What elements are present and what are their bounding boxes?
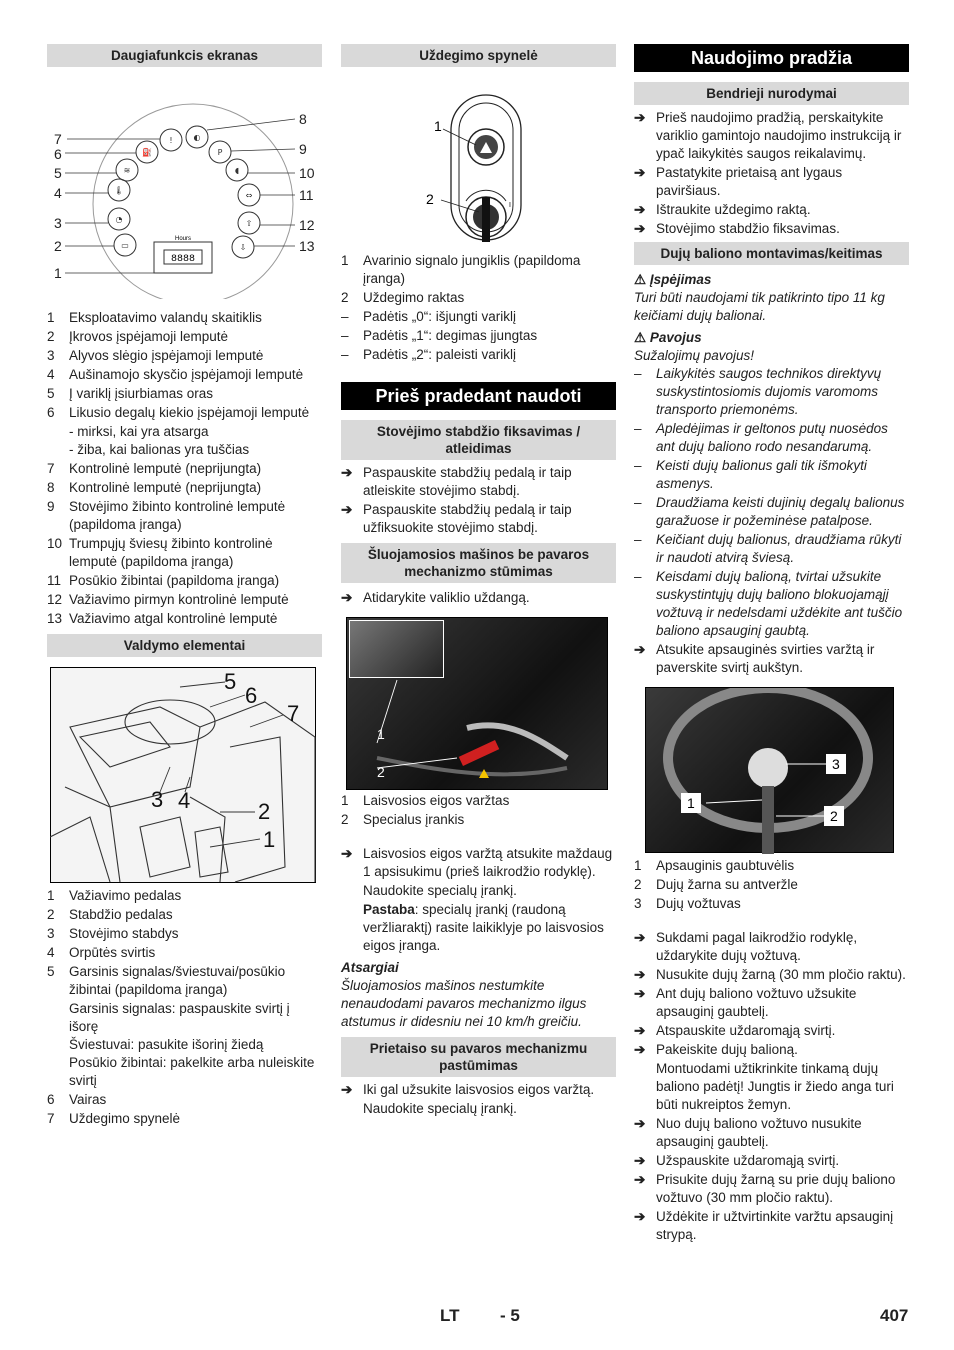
list-item: ➔ Nuo dujų baliono vožtuvo nusukite apsauginį gaubtelį. (634, 1116, 862, 1149)
ignition-diagram (341, 67, 616, 242)
arrow-icon: ➔ (634, 221, 646, 236)
list-item: ➔ Ištraukite uždegimo raktą. (634, 202, 811, 217)
list-item: – Padėtis „2“: paleisti variklį (341, 347, 517, 362)
callout-7: 7 (54, 131, 62, 147)
section-heading-general-notes: Bendrieji nurodymai (634, 82, 909, 105)
instruction-text: Montuodami užtikrinkite tinkamą dujų baliono padėtį! Jungtis ir žiedo anga turi būti nukreiptos žemyn. (656, 1061, 894, 1112)
lever-steps (634, 641, 909, 677)
list-item: 1 Eksploatavimo valandų skaitiklis (47, 310, 262, 325)
danger-text: Sužalojimų pavojus! (634, 348, 755, 363)
list-item: ➔ Prieš naudojimo pradžią, perskaitykite variklio gamintojo naudojimo instrukciją ir ypač laikykitės saugos reikalavimų. (634, 110, 902, 161)
caution-text: Šluojamosios mašinos nestumkite nenaudodami pavaros mechanizmo ilgus atstumus ir didesniu nei 10 km/h greičiu. (341, 978, 587, 1029)
list-item: 8 Kontrolinė lemputė (neprijungta) (47, 480, 262, 495)
list-item: 3 Dujų vožtuvas (634, 896, 741, 911)
arrow-icon: ➔ (341, 846, 353, 861)
controls-diagram (50, 667, 320, 885)
section-heading-multifunction-display: Daugiafunkcis ekranas (47, 44, 322, 67)
protective-cap-icon (748, 748, 788, 788)
general-notes-steps (634, 109, 909, 238)
svg-text:P: P (217, 148, 223, 157)
list-item: ➔ Sukdami pagal laikrodžio rodyklę, uždarykite dujų vožtuvą. (634, 930, 858, 963)
list-item: – Keičiant dujų balionus, draudžiama rūkyti ir naudoti atvirą šviesą. (634, 532, 902, 565)
freewheel-steps (341, 845, 616, 881)
svg-text:⛽: ⛽ (142, 148, 152, 157)
arrow-icon: ➔ (634, 202, 646, 217)
list-item: ➔ Laisvosios eigos varžtą atsukite maždaug 1 apsisukimu (prieš laikrodžio rodyklę). (341, 846, 613, 879)
cylinder-change-steps-2 (634, 1115, 909, 1244)
callout-2: 2 (258, 799, 271, 824)
svg-text:◐: ◐ (193, 133, 201, 142)
warning-triangle-icon: ⚠ (634, 272, 650, 287)
callout-7: 7 (287, 701, 300, 726)
push-steps (341, 589, 616, 607)
arrow-icon: ➔ (634, 642, 646, 657)
svg-text:◔: ◔ (115, 215, 123, 224)
arrow-icon: ➔ (634, 1116, 646, 1131)
ignition-lock-figure (341, 67, 616, 242)
callout-5: 5 (54, 165, 62, 181)
list-item: ➔ Atidarykite valiklio uždangą. (341, 590, 530, 605)
list-item: 10 Trumpųjų šviesų žibinto kontrolinė lemputė (papildoma įranga) (47, 536, 273, 569)
display-legend-list (47, 309, 322, 422)
list-item: ➔ Nusukite dujų žarną (30 mm pločio raktu). (634, 967, 906, 982)
callout-11: 11 (299, 187, 314, 203)
list-item: 1 Laisvosios eigos varžtas (341, 793, 510, 808)
svg-text:▭: ▭ (121, 241, 129, 250)
gas-hose-icon (762, 786, 774, 854)
list-item: ➔ Pastatykite prietaisą ant lygaus paviršiaus. (634, 165, 843, 198)
section-heading-ignition-lock: Uždegimo spynelė (341, 44, 616, 67)
list-subitem: - žiba, kai balionas yra tuščias (69, 442, 250, 457)
arrow-icon: ➔ (634, 1172, 646, 1187)
list-item: 5 Garsinis signalas/šviestuvai/posūkio žibintai (papildoma įranga) (47, 964, 286, 997)
arrow-icon: ➔ (634, 986, 646, 1001)
callout-1: 1 (377, 726, 385, 742)
section-heading-before-use: Prieš pradedant naudoti (341, 382, 616, 410)
list-item: 7 Uždegimo spynelė (47, 1111, 181, 1126)
list-item: 11 Posūkio žibintai (papildoma įranga) (47, 573, 280, 588)
special-tool-icon (459, 740, 499, 766)
callout-3: 3 (832, 756, 840, 772)
list-item: 1 Važiavimo pedalas (47, 888, 182, 903)
arrow-icon: ➔ (634, 930, 646, 945)
list-item: 4 Aušinamojo skysčio įspėjamoji lemputė (47, 367, 304, 382)
list-item: ➔ Uždėkite ir užtvirtinkite varžtu apsauginį strypą. (634, 1209, 894, 1242)
svg-text:🌡: 🌡 (113, 186, 125, 195)
callout-1: 1 (687, 795, 695, 811)
list-item: 1 Avarinio signalo jungiklis (papildoma įranga) (341, 253, 581, 286)
arrow-icon: ➔ (634, 1153, 646, 1168)
callout-6: 6 (54, 146, 62, 162)
callout-3: 3 (54, 215, 62, 231)
caution-title: Atsargiai (341, 960, 399, 975)
danger-list (634, 365, 909, 640)
list-item: ➔ Pakeiskite dujų balioną. (634, 1042, 798, 1057)
column-3 (634, 44, 909, 1245)
section-heading-gas-cylinder: Dujų baliono montavimas/keitimas (634, 242, 909, 265)
freewheel-photo (346, 617, 608, 790)
list-item: – Laikykitės saugos technikos direktyvų suskystintosiomis dujomis varomoms transporto priemonėms. (634, 366, 882, 417)
callout-2: 2 (377, 764, 385, 780)
list-item: ➔ Paspauskite stabdžių pedalą ir taip atleiskite stovėjimo stabdį. (341, 465, 572, 498)
callout-8: 8 (299, 111, 307, 127)
callout-2: 2 (830, 808, 838, 824)
arrow-icon: ➔ (634, 165, 646, 180)
list-item: ➔ Atsukite apsauginės svirties varžtą ir paverskite svirtį aukštyn. (634, 642, 875, 675)
arrow-icon: ➔ (341, 502, 353, 517)
list-item: 2 Įkrovos įspėjamoji lemputė (47, 329, 229, 344)
list-item: 5 Į variklį įsiurbiamas oras (47, 386, 214, 401)
warning-text: Turi būti naudojami tik patikrinto tipo 11 kg keičiami dujų balionai. (634, 290, 885, 323)
warning-triangle-icon: ⚠ (634, 330, 650, 345)
gas-cylinder-photo (645, 687, 894, 853)
hours-label: Hours (174, 236, 192, 242)
callout-12: 12 (299, 217, 315, 233)
multifunction-display-figure (47, 67, 322, 299)
footer-page-number: 407 (880, 1306, 909, 1325)
list-item: 3 Stovėjimo stabdys (47, 926, 179, 941)
column-1 (47, 44, 322, 1129)
gas-cylinder-legend-list (634, 857, 909, 913)
gas-cylinder-overlay (646, 688, 895, 854)
list-item: 6 Vairas (47, 1092, 107, 1107)
svg-text:≋: ≋ (123, 166, 131, 175)
callout-9: 9 (299, 141, 307, 157)
callout-3: 3 (151, 787, 164, 812)
column-2 (341, 44, 616, 1119)
list-item: ➔ Atspauskite uždaromąją svirtį. (634, 1023, 836, 1038)
list-item: 1 Apsauginis gaubtuvėlis (634, 858, 795, 873)
list-item: – Padėtis „0“: išjungti variklį (341, 309, 517, 324)
arrow-icon: ➔ (634, 1209, 646, 1224)
arrow-icon: ➔ (341, 1082, 353, 1097)
list-item: ➔ Užspauskite uždaromąją svirtį. (634, 1153, 840, 1168)
list-item: ➔ Iki gal užsukite laisvosios eigos varžtą. (341, 1082, 595, 1097)
list-subitem: Garsinis signalas: paspauskite svirtį į išorę (69, 1001, 290, 1034)
warning-title: ⚠ Įspėjimas (634, 272, 712, 287)
controls-legend-list (47, 887, 322, 999)
ignition-legend-list (341, 252, 616, 364)
list-item: 2 Uždegimo raktas (341, 290, 465, 305)
callout-10: 10 (299, 165, 315, 181)
instruction-text: Naudokite specialų įrankį. (363, 1101, 517, 1116)
danger-title: ⚠ Pavojus (634, 330, 702, 345)
callout-6: 6 (245, 683, 258, 708)
arrow-icon: ➔ (634, 967, 646, 982)
list-item: 9 Stovėjimo žibinto kontrolinė lemputė (papildoma įranga) (47, 499, 286, 532)
list-item: ➔ Ant dujų baliono vožtuvo užsukite apsauginį gaubtelį. (634, 986, 857, 1019)
list-item: – Apledėjimas ir geltonos putų nuosėdos ant dujų baliono rodo nesandarumą. (634, 421, 888, 454)
svg-text:!: ! (169, 136, 173, 145)
callout-5: 5 (224, 669, 237, 694)
display-legend-list-2 (47, 460, 322, 628)
list-subitem: Posūkio žibintai: pakelkite arba nuleiskite svirtį (69, 1055, 315, 1088)
arrow-icon: ➔ (634, 110, 646, 125)
footer-local-page: - 5 (500, 1306, 520, 1325)
list-item: 4 Orpūtės svirtis (47, 945, 156, 960)
list-item: ➔ Paspauskite stabdžių pedalą ir taip užfiksuokite stovėjimo stabdį. (341, 502, 572, 535)
callout-1: 1 (263, 827, 276, 852)
footer-language: LT (440, 1306, 460, 1325)
push-with-drive-steps (341, 1081, 616, 1099)
controls-legend-list-2 (47, 1091, 322, 1128)
list-item: ➔ Prisukite dujų žarną su prie dujų baliono vožtuvo (30 mm pločio raktu). (634, 1172, 896, 1205)
section-heading-parking-brake: Stovėjimo stabdžio fiksavimas / atleidimas (341, 420, 616, 460)
section-heading-push-without-drive: Šluojamosios mašinos be pavaros mechanizmo stūmimas (341, 543, 616, 583)
svg-text:⇔: ⇔ (245, 191, 253, 200)
section-heading-push-with-drive: Prietaiso su pavaros mechanizmu pastūmimas (341, 1037, 616, 1077)
callout-13: 13 (299, 238, 315, 254)
svg-text:I: I (509, 202, 511, 209)
svg-text:⇧: ⇧ (245, 219, 253, 228)
list-item: 2 Dujų žarna su antveržle (634, 877, 798, 892)
list-item: ➔ Stovėjimo stabdžio fiksavimas. (634, 221, 840, 236)
list-subitem: Šviestuvai: pasukite išorinį žiedą (69, 1037, 264, 1052)
list-item: – Draudžiama keisti dujinių degalų balionus garažuose ir požeminėse patalpose. (634, 495, 905, 528)
section-heading-controls: Valdymo elementai (47, 634, 322, 657)
cylinder-change-steps (634, 929, 909, 1059)
controls-figure (47, 667, 322, 885)
callout-2: 2 (54, 238, 62, 254)
list-item: 12 Važiavimo pirmyn kontrolinė lemputė (47, 592, 289, 607)
callout-4: 4 (54, 185, 62, 201)
list-item: 3 Alyvos slėgio įspėjamoji lemputė (47, 348, 264, 363)
list-item: – Keisti dujų balionus gali tik išmokyti asmenys. (634, 458, 867, 491)
list-item: 13 Važiavimo atgal kontrolinė lemputė (47, 611, 278, 626)
arrow-icon: ➔ (341, 590, 353, 605)
section-heading-start-of-use: Naudojimo pradžia (634, 44, 909, 72)
callout-4: 4 (178, 788, 191, 813)
arrow-icon: ➔ (341, 465, 353, 480)
arrow-icon: ➔ (634, 1023, 646, 1038)
freewheel-overlay (347, 618, 609, 791)
list-item: 2 Stabdžio pedalas (47, 907, 173, 922)
svg-text:◖: ◖ (234, 166, 240, 175)
list-item: – Padėtis „1“: degimas įjungtas (341, 328, 538, 343)
list-item: 7 Kontrolinė lemputė (neprijungta) (47, 461, 262, 476)
list-item: – Keisdami dujų balioną, tvirtai užsukite suskystintųjų dujų baliono blokuojamąjį vožtuvą ir nedelsdami uždėkite ant tuščio baliono apsauginį gaubtą. (634, 569, 903, 638)
callout-1: 1 (54, 265, 62, 281)
display-diagram (47, 67, 322, 299)
callout-2: 2 (426, 191, 434, 207)
arrow-icon: ➔ (634, 1042, 646, 1057)
freewheel-legend-list (341, 792, 616, 829)
hours-digits: 8888 (170, 254, 196, 265)
parking-brake-steps (341, 464, 616, 537)
instruction-text: Naudokite specialų įrankį. (363, 883, 517, 898)
svg-text:⇩: ⇩ (239, 243, 247, 252)
callout-1: 1 (434, 118, 442, 134)
list-subitem: - mirksi, kai yra atsarga (69, 424, 209, 439)
list-item: 6 Likusio degalų kiekio įspėjamoji lemputė (47, 405, 310, 420)
note-text: Pastaba: specialų įrankį (raudoną veržliaraktį) rasite laikiklyje po laisvosios eigos įranga. (363, 902, 604, 953)
ignition-key-icon (482, 197, 490, 242)
list-item: 2 Specialus įrankis (341, 812, 465, 827)
